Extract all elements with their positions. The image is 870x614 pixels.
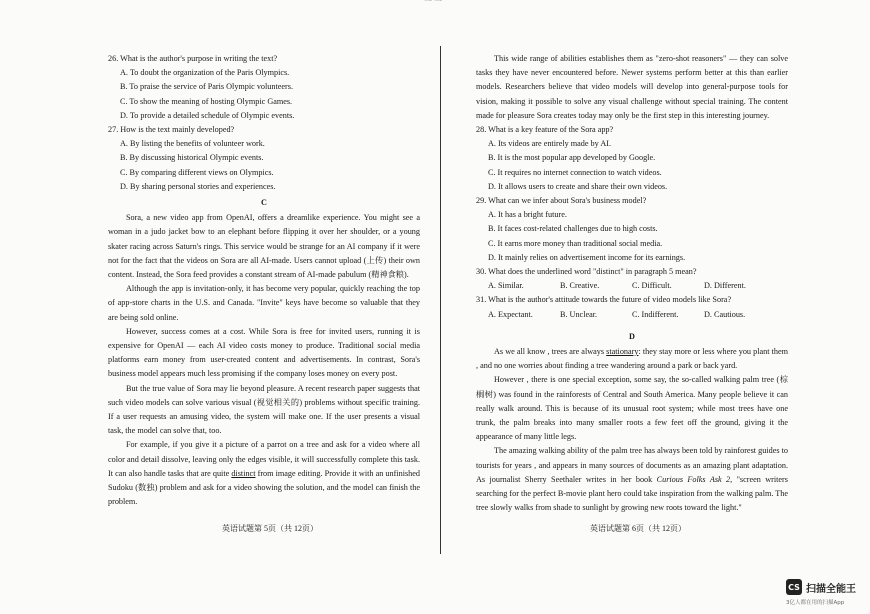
q28-option-b: B. It is the most popular app developed by Google. [488, 153, 656, 163]
q26-option-c: C. To show the meaning of hosting Olympic Games. [120, 96, 293, 106]
q31-option-d: D. Cautious. [704, 309, 746, 319]
q30-option-c: C. Difficult. [632, 281, 672, 291]
top-mark: 一 一 [424, 0, 442, 6]
q30-option-b: B. Creative. [560, 281, 600, 291]
section-c-heading: C [261, 198, 267, 208]
column-divider [440, 46, 441, 554]
d-para-1-text-a: As we all know , trees are always [494, 347, 607, 357]
page-footer-right: 英语试题第 6页（共 12页） [590, 524, 686, 533]
q30-options [488, 279, 788, 293]
passage-c-para-2: Although the app is invitation-only, it has become very popular, quickly reaching the top of app-store charts in the U.S. and Canada. "Invite" keys have become so valuable that they are being sold online. [108, 284, 420, 322]
q29-option-b: B. It faces cost-related challenges due to high costs. [488, 224, 658, 234]
q29-option-d: D. It mainly relies on advertisement income for its earnings. [488, 252, 686, 262]
d-para-3-text-b: , "screen writers searching for the perfect B-movie plant hero could take inspiration from the walking palm. The tree slowly walks from shade to sunlight by growing new roots toward the light." [476, 474, 789, 513]
q29-option-c: C. It earns more money than traditional social media. [488, 238, 663, 248]
page-footer-left: 英语试题第 5页（共 12页） [222, 524, 318, 533]
watermark-name: 扫描全能王 [806, 583, 856, 595]
question-29: 29. What can we infer about Sora's business model? [476, 196, 647, 206]
question-27: 27. How is the text mainly developed? [108, 125, 235, 135]
question-31: 31. What is the author's attitude towards the future of video models like Sora? [476, 295, 732, 305]
question-26: 26. What is the author's purpose in writing the text? [108, 54, 278, 63]
passage-c-para-1: Sora, a new video app from OpenAI, offers a dreamlike experience. You might see a woman in a judo jacket bow to an elephant before flipping it over her shoulder, or a young skater racing across Saturn's rings. This service would be strange for an AI company if it were not for the fact that the videos on Sora are all AI-made. Users cannot upload (上传) their own content. Instead, the Sora feed provides a constant stream of AI-made pabulum (精神食粮). [108, 213, 420, 280]
passage-c-para-5 [108, 438, 420, 509]
scanner-watermark [786, 579, 856, 595]
q30-option-d: D. Different. [704, 281, 746, 291]
q26-option-a: A. To doubt the organization of the Paris Olympics. [120, 68, 290, 78]
right-column [476, 52, 788, 516]
camscanner-logo-icon: CS [786, 579, 802, 595]
q26-option-b: B. To praise the service of Paris Olympic volunteers. [120, 82, 293, 92]
d-para-3-text-a: The amazing walking ability of the palm tree has always been told by rainforest guides to tourists for years , and appears in many sources of documents as an amazing plant adaptation. As journalist Sherry Seethaler writes in her book [476, 446, 788, 484]
para-5-text-b: from image editing. Provide it with an unfinished Sudoku (数独) problem and ask for a video showing the solution, and the model can finish the problem. [108, 468, 420, 507]
passage-d-para-3 [476, 444, 788, 515]
q27-option-c: C. By comparing different views on Olympics. [120, 167, 274, 177]
q31-option-b: B. Unclear. [560, 309, 598, 319]
book-title: Curious Folks Ask 2 [656, 474, 731, 484]
q31-option-c: C. Indifferent. [632, 309, 679, 319]
watermark-subtitle: 3亿人都在用的扫描App [786, 600, 845, 606]
passage-d-para-2: However , there is one special exception, some say, the so-called walking palm tree (棕榈树) was found in the rainforests of Central and South America. Many people believe it can really walk around. This is because of its unusual root system; while most trees have one trunk, the palm breaks into many smaller roots a few feet off the ground, giving it the appearance of many little legs. [476, 375, 788, 442]
q28-option-a: A. Its videos are entirely made by AI. [488, 139, 612, 149]
q28-option-d: D. It allows users to create and share their own videos. [488, 181, 668, 191]
passage-c-para-4: But the true value of Sora may lie beyond pleasure. A recent research paper suggests that such video models can solve various visual (视觉相关的) problems without specific training. If a user requests an amusing video, the system will make one. If the user presents a visual task, the model can solve that, too. [108, 383, 420, 436]
q27-option-a: A. By listing the benefits of volunteer work. [120, 139, 265, 149]
question-28: 28. What is a key feature of the Sora app? [476, 125, 614, 135]
q31-options [488, 308, 788, 322]
question-30: 30. What does the underlined word "distinct" in paragraph 5 mean? [476, 267, 697, 277]
q28-option-c: C. It requires no internet connection to watch videos. [488, 167, 662, 177]
passage-c-para-3: However, success comes at a cost. While Sora is free for invited users, running it is expensive for OpenAI — each AI video costs money to produce. Traditional social media platforms earn money from user-created content and advertisements. In contrast, Sora's business model appears much less promising if the company loses money on every post. [108, 326, 420, 379]
q30-option-a: A. Similar. [488, 281, 524, 291]
q27-option-d: D. By sharing personal stories and experiences. [120, 181, 276, 191]
passage-d-para-1 [476, 345, 788, 373]
section-d-heading: D [629, 331, 635, 341]
d-para-1-text-b: : they stay more or less where you plant them , and no one worries about finding a tree wandering around a park or back yard. [476, 347, 788, 371]
underlined-word-stationary: stationary [606, 347, 639, 357]
passage-c-para-6: This wide range of abilities establishes them as "zero-shot reasoners" — they can solve tasks they have never encountered before. Newer systems perform better at this than earlier models. Researchers believe that video models will develop into general-purpose tools for vision, making it possible to solve any visual challenge without special training. The content made for pleasure Sora creates today may only be the first step in this interesting journey. [476, 54, 788, 120]
left-column [108, 52, 420, 510]
q29-option-a: A. It has a bright future. [488, 210, 567, 220]
q27-option-b: B. By discussing historical Olympic events. [120, 153, 264, 163]
underlined-word-distinct: distinct [231, 468, 256, 478]
q26-option-d: D. To provide a detailed schedule of Olympic events. [120, 110, 295, 120]
para-5-text-a: For example, if you give it a picture of a parrot on a tree and ask for a video where all color and detail dissolve, leaving only the edges visible, it will successfully complete this task. It can also handle tasks that are quite [108, 440, 420, 478]
q31-option-a: A. Expectant. [488, 309, 533, 319]
